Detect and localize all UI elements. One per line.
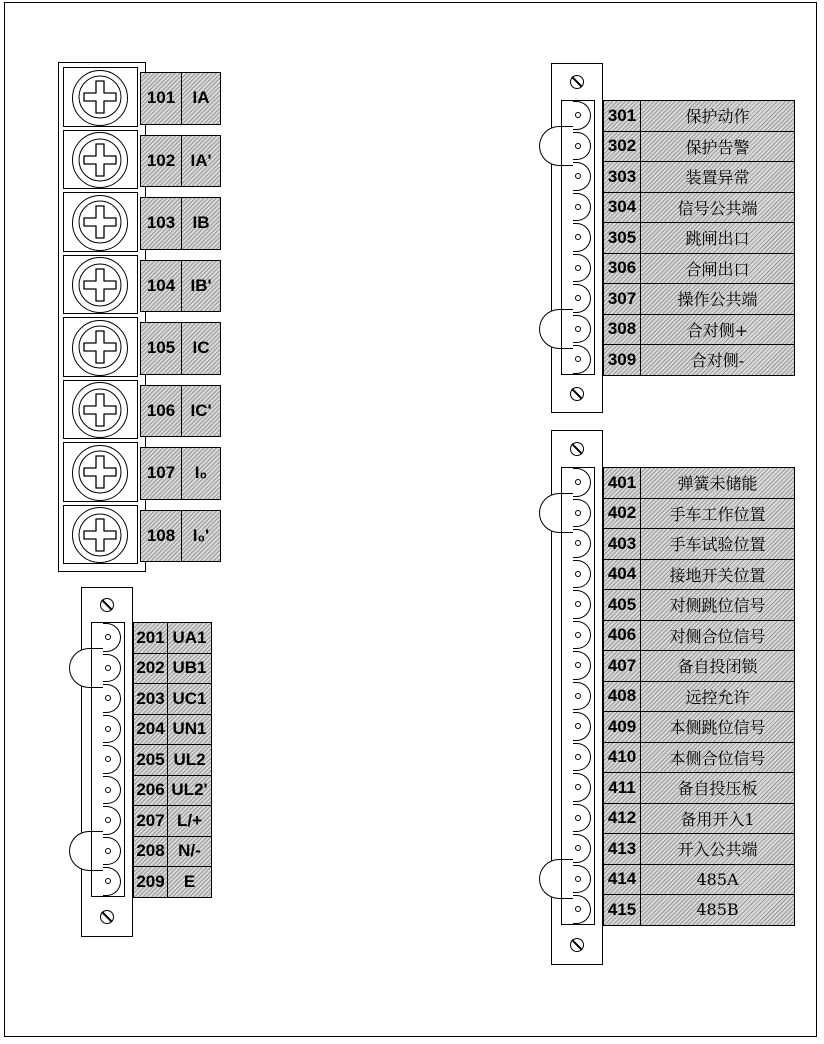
terminal-number: 404 xyxy=(603,559,641,591)
terminal-label: 远控允许 xyxy=(640,681,795,713)
terminal-number: 201 xyxy=(133,622,168,654)
mounting-screw-icon xyxy=(100,910,114,924)
terminal-number: 405 xyxy=(603,589,641,621)
screw-cell xyxy=(63,380,138,440)
terminal-label: 保护告警 xyxy=(640,131,795,163)
screw-cell xyxy=(63,192,138,252)
mounting-screw-icon xyxy=(570,387,584,401)
mounting-screw-icon xyxy=(570,442,584,456)
terminal-label: IB' xyxy=(181,260,221,313)
terminal-number: 403 xyxy=(603,528,641,560)
plug-edge xyxy=(561,467,562,925)
terminal-number: 407 xyxy=(603,650,641,682)
terminal-number: 203 xyxy=(133,683,168,715)
pin-hole-icon[interactable] xyxy=(105,848,111,854)
terminal-number: 309 xyxy=(603,344,641,376)
terminal-label: I₀' xyxy=(181,510,221,563)
pin-hole-icon[interactable] xyxy=(575,143,581,149)
terminal-number: 108 xyxy=(140,510,182,563)
pin-hole-icon[interactable] xyxy=(575,326,581,332)
terminal-label: IC' xyxy=(181,385,221,438)
terminal-label: 弹簧未储能 xyxy=(640,467,795,499)
terminal-number: 411 xyxy=(603,772,641,804)
screw-cell xyxy=(63,130,138,190)
terminal-screw-icon[interactable] xyxy=(72,132,128,188)
terminal-number: 406 xyxy=(603,620,641,652)
pin-hole-icon[interactable] xyxy=(575,571,581,577)
screw-cell xyxy=(63,255,138,315)
terminal-label: 对侧合位信号 xyxy=(640,620,795,652)
plug-edge xyxy=(561,100,562,375)
pin-hole-icon[interactable] xyxy=(105,665,111,671)
terminal-label: 对侧跳位信号 xyxy=(640,589,795,621)
terminal-label: 合对侧- xyxy=(640,344,795,376)
screw-cell xyxy=(63,505,138,565)
terminal-number: 410 xyxy=(603,742,641,774)
mounting-screw-icon xyxy=(570,75,584,89)
terminal-label: 备自投闭锁 xyxy=(640,650,795,682)
terminal-label: 备自投压板 xyxy=(640,772,795,804)
mounting-screw-icon xyxy=(100,598,114,612)
terminal-label: 485A xyxy=(640,864,795,896)
terminal-label: IA xyxy=(181,72,221,125)
pin-hole-icon[interactable] xyxy=(575,265,581,271)
terminal-label: 合对侧+ xyxy=(640,314,795,346)
pin-hole-icon[interactable] xyxy=(105,726,111,732)
terminal-number: 412 xyxy=(603,803,641,835)
terminal-number: 402 xyxy=(603,498,641,530)
terminal-number: 206 xyxy=(133,775,168,807)
terminal-label: 操作公共端 xyxy=(640,283,795,315)
terminal-number: 301 xyxy=(603,100,641,132)
terminal-label: 手车试验位置 xyxy=(640,528,795,560)
terminal-number: 107 xyxy=(140,447,182,500)
pin-hole-icon[interactable] xyxy=(575,693,581,699)
pin-hole-icon[interactable] xyxy=(575,876,581,882)
terminal-number: 303 xyxy=(603,161,641,193)
terminal-label: UL2' xyxy=(167,775,212,807)
terminal-number: 104 xyxy=(140,260,182,313)
terminal-label: L/+ xyxy=(167,805,212,837)
terminal-label: UL2 xyxy=(167,744,212,776)
terminal-label: 保护动作 xyxy=(640,100,795,132)
terminal-number: 401 xyxy=(603,467,641,499)
terminal-number: 208 xyxy=(133,836,168,868)
terminal-label: UA1 xyxy=(167,622,212,654)
terminal-number: 209 xyxy=(133,866,168,898)
terminal-number: 413 xyxy=(603,833,641,865)
terminal-number: 202 xyxy=(133,653,168,685)
mounting-screw-icon xyxy=(570,938,584,952)
terminal-label: I₀ xyxy=(181,447,221,500)
terminal-label: E xyxy=(167,866,212,898)
screw-cell xyxy=(63,67,138,127)
terminal-label: 备用开入1 xyxy=(640,803,795,835)
pin-hole-icon[interactable] xyxy=(575,754,581,760)
terminal-number: 305 xyxy=(603,222,641,254)
terminal-label: 装置异常 xyxy=(640,161,795,193)
pin-hole-icon[interactable] xyxy=(575,510,581,516)
terminal-label: 本侧跳位信号 xyxy=(640,711,795,743)
terminal-label: N/- xyxy=(167,836,212,868)
terminal-number: 205 xyxy=(133,744,168,776)
pin-hole-icon[interactable] xyxy=(575,815,581,821)
terminal-screw-icon[interactable] xyxy=(72,257,128,313)
terminal-number: 306 xyxy=(603,253,641,285)
terminal-screw-icon[interactable] xyxy=(72,507,128,563)
terminal-label: UN1 xyxy=(167,714,212,746)
plug-edge xyxy=(91,622,92,897)
terminal-number: 415 xyxy=(603,894,641,926)
terminal-number: 105 xyxy=(140,322,182,375)
pin-hole-icon[interactable] xyxy=(575,204,581,210)
terminal-number: 414 xyxy=(603,864,641,896)
terminal-number: 102 xyxy=(140,135,182,188)
terminal-number: 101 xyxy=(140,72,182,125)
terminal-label: IA' xyxy=(181,135,221,188)
terminal-screw-icon[interactable] xyxy=(72,320,128,376)
terminal-label: UC1 xyxy=(167,683,212,715)
pin-hole-icon[interactable] xyxy=(575,632,581,638)
terminal-number: 408 xyxy=(603,681,641,713)
terminal-number: 304 xyxy=(603,192,641,224)
terminal-number: 302 xyxy=(603,131,641,163)
terminal-label: IB xyxy=(181,197,221,250)
terminal-number: 307 xyxy=(603,283,641,315)
terminal-screw-icon[interactable] xyxy=(72,195,128,251)
terminal-screw-icon[interactable] xyxy=(72,445,128,501)
terminal-number: 308 xyxy=(603,314,641,346)
screw-cell xyxy=(63,442,138,502)
terminal-screw-icon[interactable] xyxy=(72,70,128,126)
terminal-label: 跳闸出口 xyxy=(640,222,795,254)
terminal-label: 手车工作位置 xyxy=(640,498,795,530)
terminal-number: 204 xyxy=(133,714,168,746)
terminal-label: 485B xyxy=(640,894,795,926)
pin-hole-icon[interactable] xyxy=(105,787,111,793)
terminal-number: 409 xyxy=(603,711,641,743)
terminal-label: 信号公共端 xyxy=(640,192,795,224)
screw-cell xyxy=(63,317,138,377)
terminal-label: 开入公共端 xyxy=(640,833,795,865)
terminal-label: IC xyxy=(181,322,221,375)
terminal-label: 本侧合位信号 xyxy=(640,742,795,774)
terminal-label: 接地开关位置 xyxy=(640,559,795,591)
terminal-label: 合闸出口 xyxy=(640,253,795,285)
terminal-label: UB1 xyxy=(167,653,212,685)
terminal-number: 103 xyxy=(140,197,182,250)
terminal-number: 106 xyxy=(140,385,182,438)
terminal-screw-icon[interactable] xyxy=(72,382,128,438)
terminal-number: 207 xyxy=(133,805,168,837)
